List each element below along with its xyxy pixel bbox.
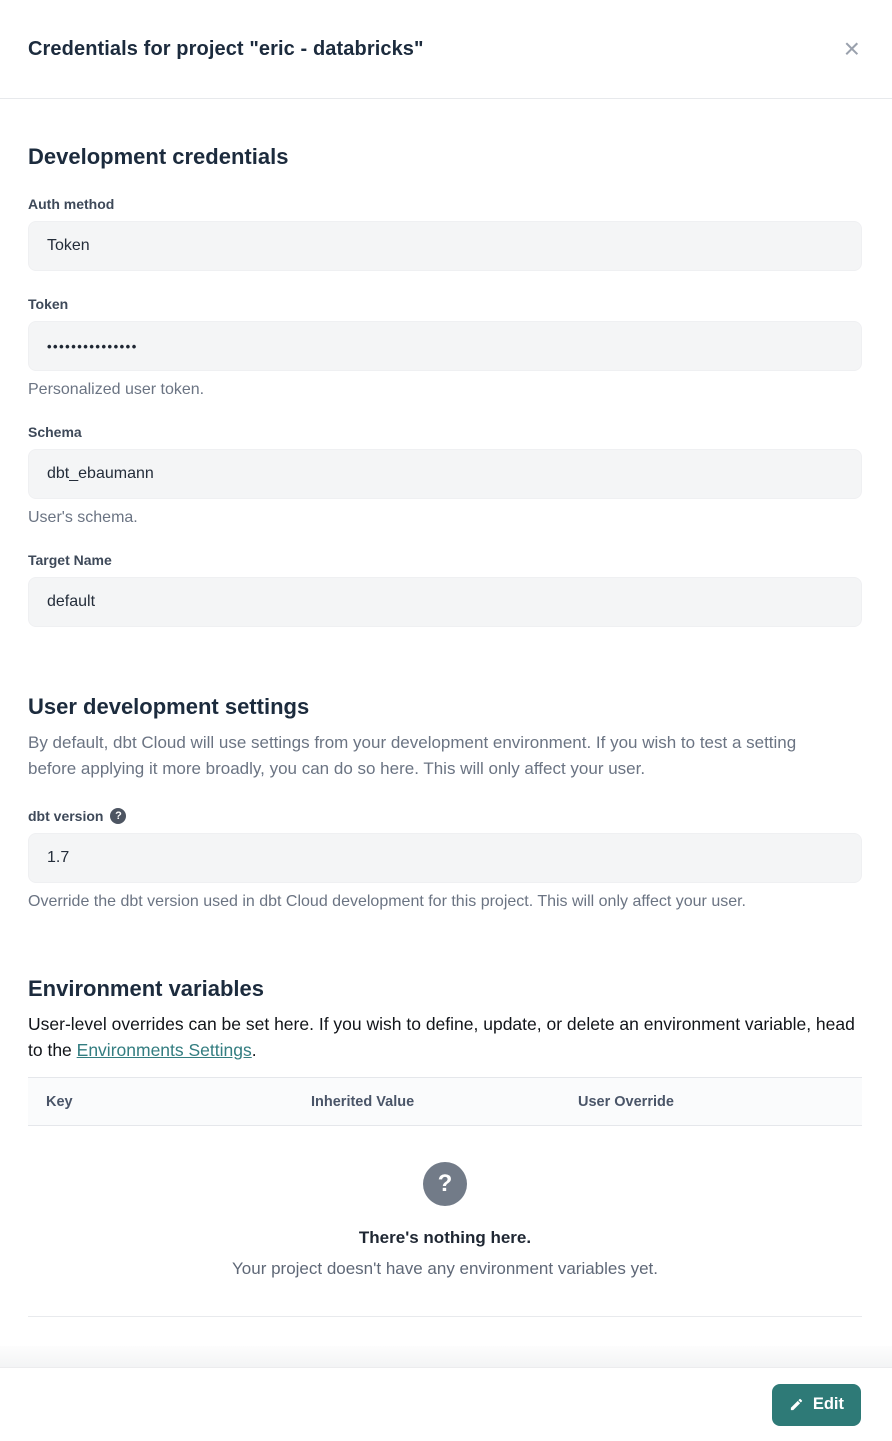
user-development-settings-description: By default, dbt Cloud will use settings from your development environment. If you wish to test a setting before applying it more broadly, you can do so here. This will only affect your user. — [28, 733, 797, 779]
dbt-version-label: dbt version — [28, 807, 104, 824]
token-value: ••••••••••••••• — [28, 321, 862, 371]
pencil-icon — [789, 1397, 804, 1412]
env-desc-text: User-level overrides can be set here. If you wish to define, update, or delete an environment variable, head to the — [28, 1013, 855, 1060]
schema-value: dbt_ebaumann — [28, 449, 862, 499]
development-credentials-heading: Development credentials — [28, 144, 289, 169]
env-col-key: Key — [46, 1093, 73, 1110]
env-desc-period: . — [251, 1039, 257, 1060]
close-icon[interactable]: × — [840, 31, 864, 67]
user-development-settings-heading: User development settings — [28, 694, 310, 719]
modal-title: Credentials for project "eric - databricks" — [28, 37, 424, 60]
token-helper: Personalized user token. — [28, 381, 205, 398]
env-empty-state — [28, 1126, 862, 1279]
target-name-value: default — [28, 577, 862, 627]
auth-method-label: Auth method — [28, 196, 115, 212]
modal-footer — [0, 1368, 892, 1441]
scroll-shadow — [0, 1346, 892, 1368]
token-label: Token — [28, 296, 69, 312]
dbt-version-helper: Override the dbt version used in dbt Cloud development for this project. This will only affect your user. — [28, 892, 746, 910]
empty-state-subtitle: Your project doesn't have any environment variables yet. — [232, 1259, 658, 1279]
env-col-inherited-value: Inherited Value — [311, 1093, 415, 1110]
dbt-version-field-group — [28, 808, 862, 911]
schema-field-group — [28, 424, 862, 527]
auth-method-value: Token — [28, 221, 862, 271]
empty-state-title: There's nothing here. — [358, 1228, 532, 1248]
token-field-group — [28, 296, 862, 399]
dbt-version-label-row — [28, 808, 862, 824]
dbt-version-value: 1.7 — [28, 833, 862, 883]
environment-variables-description — [28, 1011, 862, 1064]
edit-button-label: Edit — [812, 1395, 844, 1413]
schema-label: Schema — [28, 424, 82, 440]
edit-button[interactable] — [772, 1384, 861, 1426]
help-icon[interactable]: ? — [110, 808, 126, 824]
modal-content — [0, 143, 892, 1317]
env-table-header — [28, 1077, 862, 1126]
question-mark-icon: ? — [423, 1162, 467, 1206]
target-name-field-group — [28, 552, 862, 627]
content-bottom-divider — [28, 1316, 862, 1317]
environment-variables-heading: Environment variables — [28, 975, 264, 1001]
modal-header — [0, 0, 892, 99]
target-name-label: Target Name — [28, 552, 112, 568]
env-col-user-override: User Override — [578, 1093, 674, 1110]
auth-method-field-group — [28, 196, 862, 271]
schema-helper: User's schema. — [28, 509, 138, 526]
environments-settings-link[interactable]: Environments Settings — [76, 1039, 252, 1060]
